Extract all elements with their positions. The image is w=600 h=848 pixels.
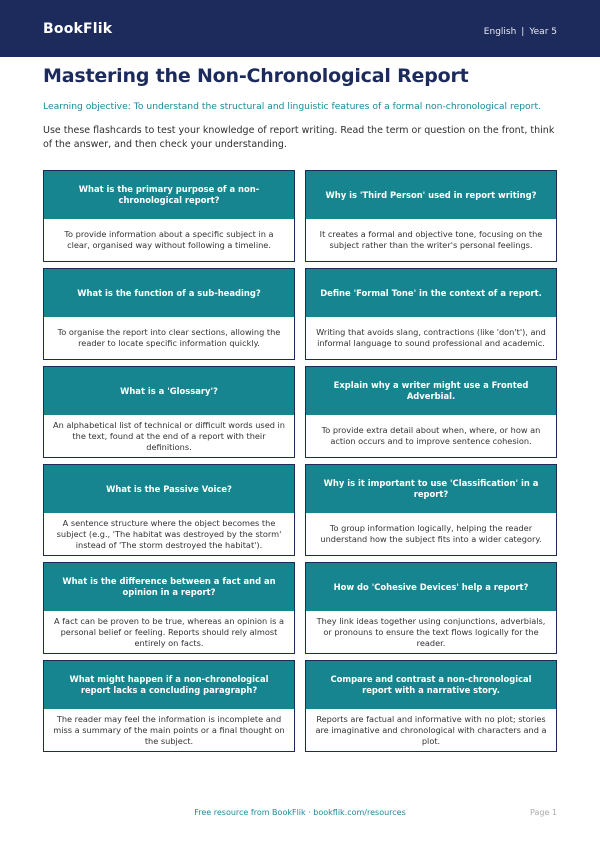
flashcard-back: A fact can be proven to be true, whereas an opinion is a personal belief or feeling. Reports should rely almost entirely on facts. (53, 615, 285, 648)
flashcard-front: What is the difference between a fact and an opinion in a report? (44, 563, 294, 611)
intro-text: Use these flashcards to test your knowledge of report writing. Read the term or question on the front, think of the answer, and then check your understanding. (43, 125, 555, 150)
flashcard-back: The reader may feel the information is incomplete and miss a summary of the main points or a final thought on the subject. (53, 713, 285, 746)
flashcard-back: To group information logically, helping the reader understand how the subject fits into a wider category. (320, 523, 542, 544)
flashcard-front: What is the function of a sub-heading? (44, 269, 294, 317)
learning-objective: Learning objective: To understand the structural and linguistic features of a formal non-chronological report. (43, 101, 541, 112)
flashcard-back: A sentence structure where the object becomes the subject (e.g., 'The habitat was destroyed by the storm' instead of 'The storm destroyed the habitat'). (56, 517, 282, 550)
flashcard-front: Compare and contrast a non-chronological report with a narrative story. (306, 661, 556, 709)
flashcard-front: What is the primary purpose of a non-chronological report? (44, 171, 294, 219)
page-number: Page 1 (530, 808, 557, 817)
language-label: English (483, 27, 517, 37)
footer-resource-link[interactable]: Free resource from BookFlik · bookflik.com/resources (194, 808, 406, 817)
flashcard[interactable] (305, 464, 557, 556)
flashcard[interactable] (305, 170, 557, 262)
flashcard[interactable] (43, 464, 295, 556)
flashcard-back: An alphabetical list of technical or difficult words used in the text, found at the end of a report with their definitions. (52, 419, 286, 452)
flashcard-front: Explain why a writer might use a Fronted Adverbial. (306, 367, 556, 415)
flashcard-back: It creates a formal and objective tone, focusing on the subject rather than the writer's personal feelings. (319, 229, 543, 250)
flashcard[interactable] (305, 660, 557, 752)
flashcard-front: Define 'Formal Tone' in the context of a report. (306, 269, 556, 317)
brand-logo[interactable]: BookFlik (43, 21, 113, 37)
flashcard[interactable] (305, 562, 557, 654)
flashcard[interactable] (43, 366, 295, 458)
flashcard-back: Reports are factual and informative with no plot; stories are imaginative and chronological with characters and a plot. (315, 713, 547, 746)
flashcard-front: What is a 'Glossary'? (44, 367, 294, 415)
flashcard-front: What might happen if a non-chronological report lacks a concluding paragraph? (44, 661, 294, 709)
flashcard-back: Writing that avoids slang, contractions (like 'don't'), and informal language to sound professional and academic. (316, 327, 546, 348)
flashcard-back: To provide extra detail about when, where, or how an action occurs and to improve sentence cohesion. (321, 425, 541, 446)
flashcard[interactable] (43, 170, 295, 262)
flashcard-back: To organise the report into clear sections, allowing the reader to locate specific information quickly. (57, 327, 281, 348)
page-title: Mastering the Non-Chronological Report (43, 65, 469, 87)
flashcard[interactable] (43, 562, 295, 654)
flashcard-front: How do 'Cohesive Devices' help a report? (306, 563, 556, 611)
year-label: Year 5 (529, 27, 557, 37)
flashcard[interactable] (305, 366, 557, 458)
flashcard[interactable] (305, 268, 557, 360)
flashcard[interactable] (43, 268, 295, 360)
flashcard-back: To provide information about a specific subject in a clear, organised way without following a timeline. (64, 229, 274, 250)
flashcard-front: Why is it important to use 'Classification' in a report? (306, 465, 556, 513)
flashcard-front: What is the Passive Voice? (44, 465, 294, 513)
subject-meta (484, 27, 557, 37)
meta-separator: | (521, 27, 525, 37)
flashcard-front: Why is 'Third Person' used in report writing? (306, 171, 556, 219)
flashcard-back: They link ideas together using conjunctions, adverbials, or pronouns to ensure the text flows logically for the reader. (316, 615, 546, 648)
header-bar (0, 0, 600, 57)
flashcard[interactable] (43, 660, 295, 752)
